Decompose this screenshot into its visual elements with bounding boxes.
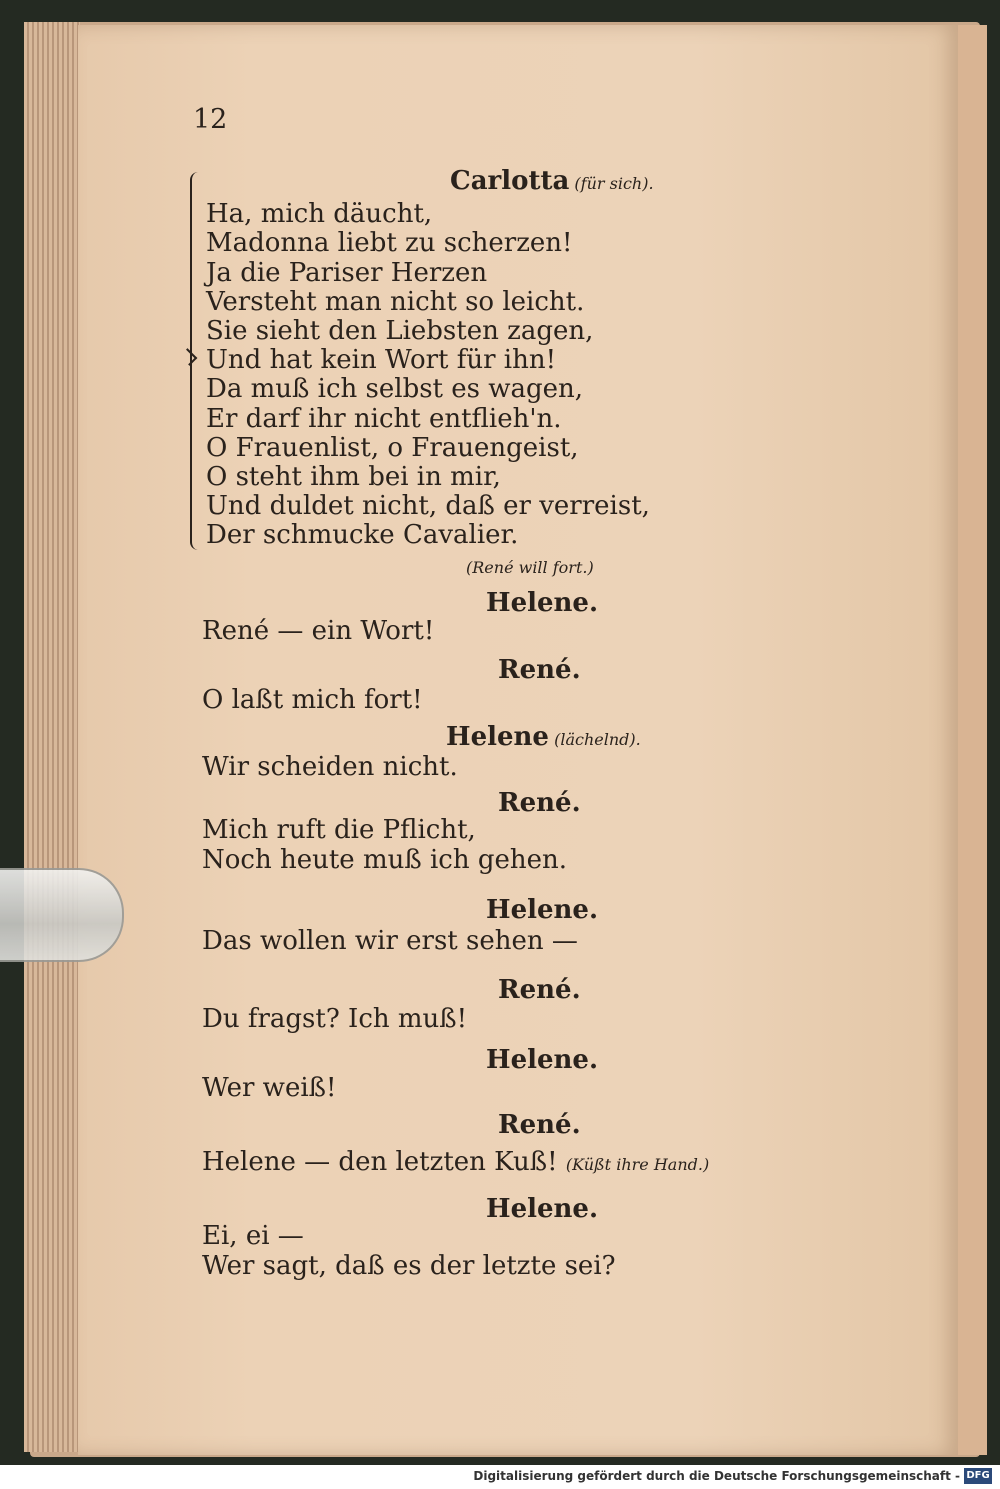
speaker-name: René. — [498, 788, 581, 818]
dialogue-line: Wir scheiden nicht. — [202, 752, 458, 782]
dialogue-text: Helene — den letzten Kuß! — [202, 1147, 558, 1177]
dialogue-line: Wer sagt, daß es der letzte sei? — [202, 1251, 616, 1281]
speaker-name: Helene. — [486, 895, 599, 925]
verse-line: Er darf ihr nicht entflieh'n. — [206, 404, 562, 434]
verse-line: Madonna liebt zu scherzen! — [206, 228, 573, 258]
dialogue-line: Mich ruft die Pflicht, — [202, 815, 476, 845]
speaker-name: Helene. — [486, 1045, 599, 1075]
speaker-name: René. — [498, 1110, 581, 1140]
dialogue-line — [202, 1147, 709, 1177]
verse-line: Sie sieht den Liebsten zagen, — [206, 316, 594, 346]
verse-line: Der schmucke Cavalier. — [206, 520, 519, 550]
dialogue-line: Ei, ei — — [202, 1221, 304, 1251]
speaker-heading — [450, 166, 654, 196]
speaker-name: Helene. — [486, 588, 599, 618]
dialogue-line: Wer weiß! — [202, 1073, 337, 1103]
stage-direction: (lächelnd). — [554, 730, 641, 749]
dialogue-line: Du fragst? Ich muß! — [202, 1004, 468, 1034]
dialogue-line: Noch heute muß ich gehen. — [202, 845, 568, 875]
funding-notice: Digitalisierung gefördert durch die Deutsche Forschungsgemeinschaft - — [473, 1469, 960, 1483]
speaker-name: Helene — [446, 722, 549, 752]
page-number: 12 — [193, 104, 228, 135]
page-edges — [24, 22, 80, 1452]
dialogue-line: René — ein Wort! — [202, 616, 435, 646]
verse-line: O steht ihm bei in mir, — [206, 462, 501, 492]
speaker-name: Carlotta — [450, 166, 570, 196]
verse-line: Ja die Pariser Herzen — [206, 258, 488, 288]
page-holder-clip — [0, 868, 124, 962]
verse-line: Da muß ich selbst es wagen, — [206, 374, 584, 404]
next-page-edge — [955, 25, 987, 1455]
verse-line: Ha, mich däucht, — [206, 199, 433, 229]
verse-line: Und hat kein Wort für ihn! — [206, 345, 557, 375]
speaker-name: René. — [498, 975, 581, 1005]
dialogue-line: O laßt mich fort! — [202, 685, 423, 715]
stage-direction: (für sich). — [574, 174, 654, 193]
speaker-heading — [446, 722, 641, 752]
stage-direction: (René will fort.) — [466, 558, 594, 577]
speaker-name: Helene. — [486, 1194, 599, 1224]
verse-line: Und duldet nicht, daß er verreist, — [206, 491, 650, 521]
verse-line: Versteht man nicht so leicht. — [206, 287, 585, 317]
dialogue-line: Das wollen wir erst sehen — — [202, 926, 578, 956]
verse-line: O Frauenlist, o Frauengeist, — [206, 433, 579, 463]
speaker-name: René. — [498, 655, 581, 685]
dfg-logo: DFG — [964, 1468, 992, 1484]
stage-direction: (Küßt ihre Hand.) — [565, 1155, 710, 1174]
